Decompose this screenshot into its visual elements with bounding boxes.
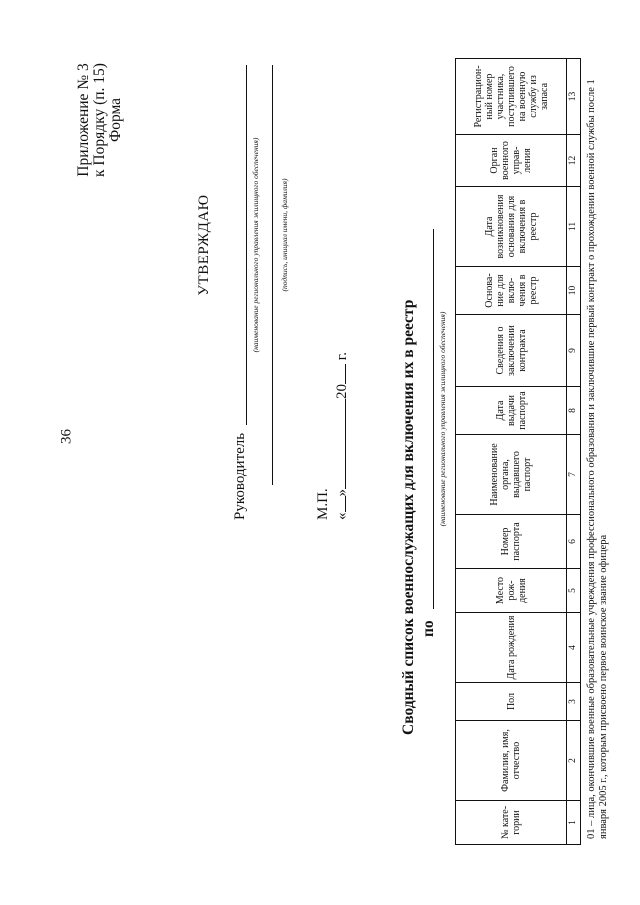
- appendix-line-1: Приложение № 3: [75, 63, 92, 177]
- column-number: 8: [567, 387, 581, 435]
- header-cell: № кате-гории: [456, 801, 567, 845]
- header-cell: Номер паспорта: [456, 515, 567, 569]
- date-line: [334, 330, 351, 520]
- head-label: Руководитель: [232, 432, 248, 520]
- po-label: по: [420, 620, 437, 637]
- approval-heading: УТВЕРЖДАЮ: [196, 194, 212, 296]
- signature-caption: (подпись, инициал имени, фамилия): [280, 178, 289, 292]
- stamp-label: М.П.: [315, 488, 331, 520]
- year-prefix: 20: [334, 384, 350, 399]
- header-cell: Орган военного управ-ления: [456, 135, 567, 187]
- header-cell: Пол: [456, 683, 567, 721]
- column-number: 2: [567, 721, 581, 801]
- page-number: 36: [58, 429, 75, 444]
- header-cell: Фамилия, имя, отчество: [456, 721, 567, 801]
- footnote: 01 – лица, окончившие военные образовательные учреждения профессионального образования и заключившие первый контракт о прохождении военной службы после 1 января 2005 г., которым присвоено первое воинское звание офицера: [586, 79, 609, 839]
- header-cell: Наименование органа, выдавшего паспорт: [456, 435, 567, 515]
- column-number-row: [567, 59, 581, 845]
- column-number: 4: [567, 613, 581, 683]
- po-caption: (наименование регионального управления жилищного обеспечения): [438, 311, 447, 527]
- column-number: 5: [567, 569, 581, 613]
- po-line: [433, 229, 434, 609]
- appendix-block: [76, 25, 124, 215]
- header-cell: Дата рождения: [456, 613, 567, 683]
- header-cell: Основа-ние для вклю-чения в реестр: [456, 267, 567, 315]
- document-title: Сводный список военнослужащих для включения их в реестр: [400, 299, 417, 735]
- column-number: 1: [567, 801, 581, 845]
- column-number: 11: [567, 187, 581, 267]
- column-number: 9: [567, 315, 581, 387]
- date-open-quote: «: [334, 512, 350, 520]
- header-cell: Регистрацион-ный номер участника, поступившего на военную службу из запаса: [456, 59, 567, 135]
- registry-table: [455, 58, 581, 845]
- appendix-line-3: Форма: [107, 97, 124, 143]
- column-number: 3: [567, 683, 581, 721]
- org-line: [246, 65, 247, 425]
- header-cell: Дата выдачи паспорта: [456, 387, 567, 435]
- column-number: 7: [567, 435, 581, 515]
- appendix-line-2: к Порядку (п. 15): [91, 63, 108, 177]
- org-caption: (наименование регионального управления жилищного обеспечения): [251, 137, 260, 353]
- date-close-quote: »: [334, 489, 350, 497]
- header-cell: Сведения о заключении контракта: [456, 315, 567, 387]
- column-number: 6: [567, 515, 581, 569]
- column-number: 12: [567, 135, 581, 187]
- column-number: 13: [567, 59, 581, 135]
- header-cell: Дата возникновения основания для включения в реестр: [456, 187, 567, 267]
- year-suffix: г.: [334, 352, 350, 361]
- header-row: [456, 59, 567, 845]
- column-number: 10: [567, 267, 581, 315]
- signature-line: [272, 65, 273, 485]
- header-cell: Место рож-дения: [456, 569, 567, 613]
